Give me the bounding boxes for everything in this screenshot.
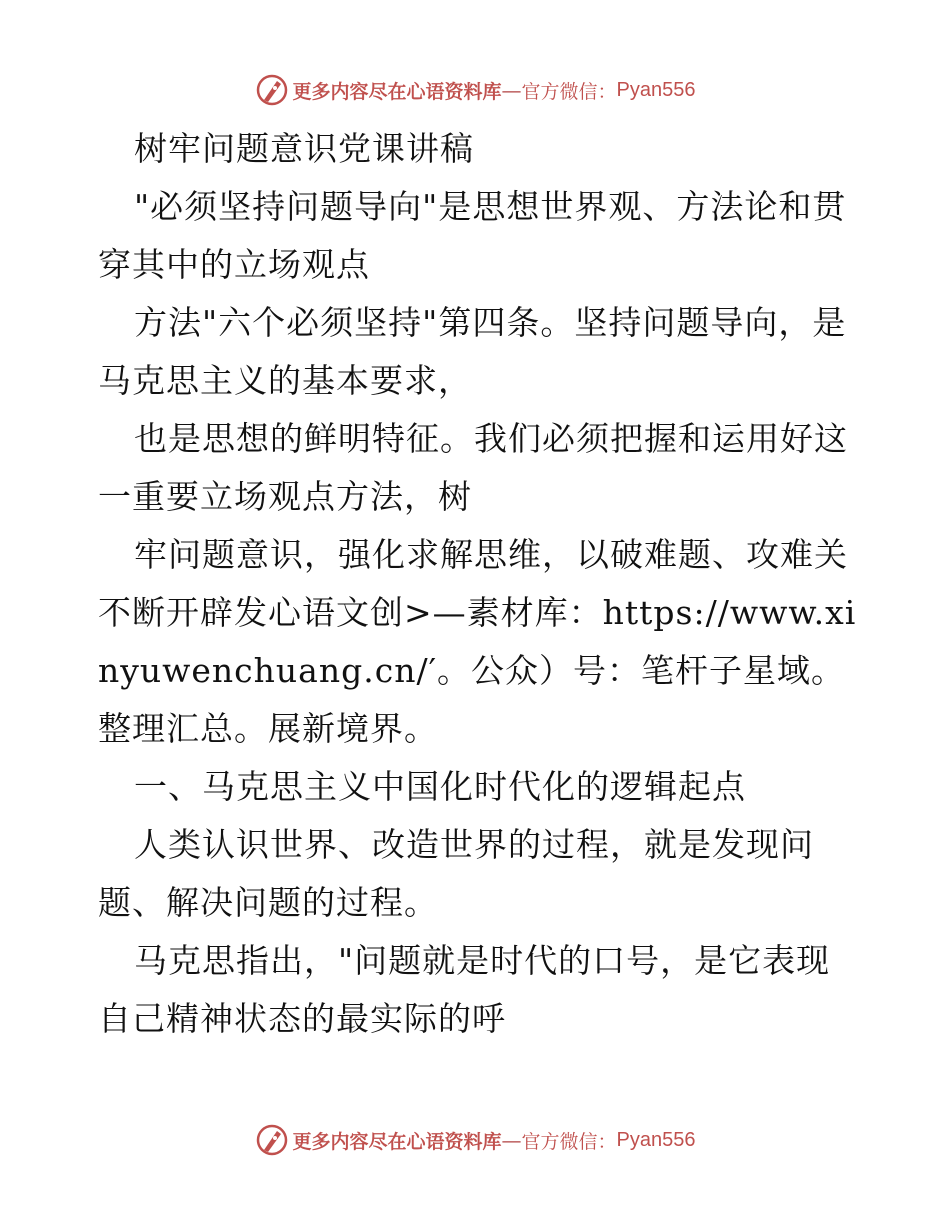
paragraph-1: "必须坚持问题导向"是思想世界观、方法论和贯穿其中的立场观点 [98,187,847,284]
pen-nib-logo-icon [255,73,289,107]
paragraph-2: 方法"六个必须坚持"第四条。坚持问题导向，是马克思主义的基本要求， [98,303,847,400]
banner-wechat-label: 官方微信： [521,1130,617,1153]
banner-site-text: 更多内容尽在心语资料库 [292,1130,502,1153]
document-body [98,120,858,1048]
paragraph-3: 也是思想的鲜明特征。我们必须把握和运用好这一重要立场观点方法，树 [98,419,848,516]
banner-wechat-id: Pyan556 [616,1128,696,1151]
section-heading-1: 一、马克思主义中国化时代化的逻辑起点 [134,767,746,806]
footer-watermark-banner [0,1120,950,1160]
banner-wechat-id: Pyan556 [616,78,696,101]
document-title: 树牢问题意识党课讲稿 [134,129,474,168]
pen-nib-logo-icon [255,1123,289,1157]
banner-dash: — [501,1128,522,1152]
banner-dash: — [501,78,522,102]
paragraph-5: 人类认识世界、改造世界的过程，就是发现问题、解决问题的过程。 [98,825,814,922]
banner-site-text: 更多内容尽在心语资料库 [292,80,502,103]
header-watermark-banner [0,70,950,110]
banner-wechat-label: 官方微信： [521,80,617,103]
paragraph-4: 牢问题意识，强化求解思维，以破难题、攻难关不断开辟发心语文创>—素材库：https://www.xinyuwenchuang.cn/′。公众）号：笔杆子星域。整理汇总。展新境界。 [98,535,857,748]
paragraph-6: 马克思指出，"问题就是时代的口号，是它表现自己精神状态的最实际的呼 [98,941,831,1038]
